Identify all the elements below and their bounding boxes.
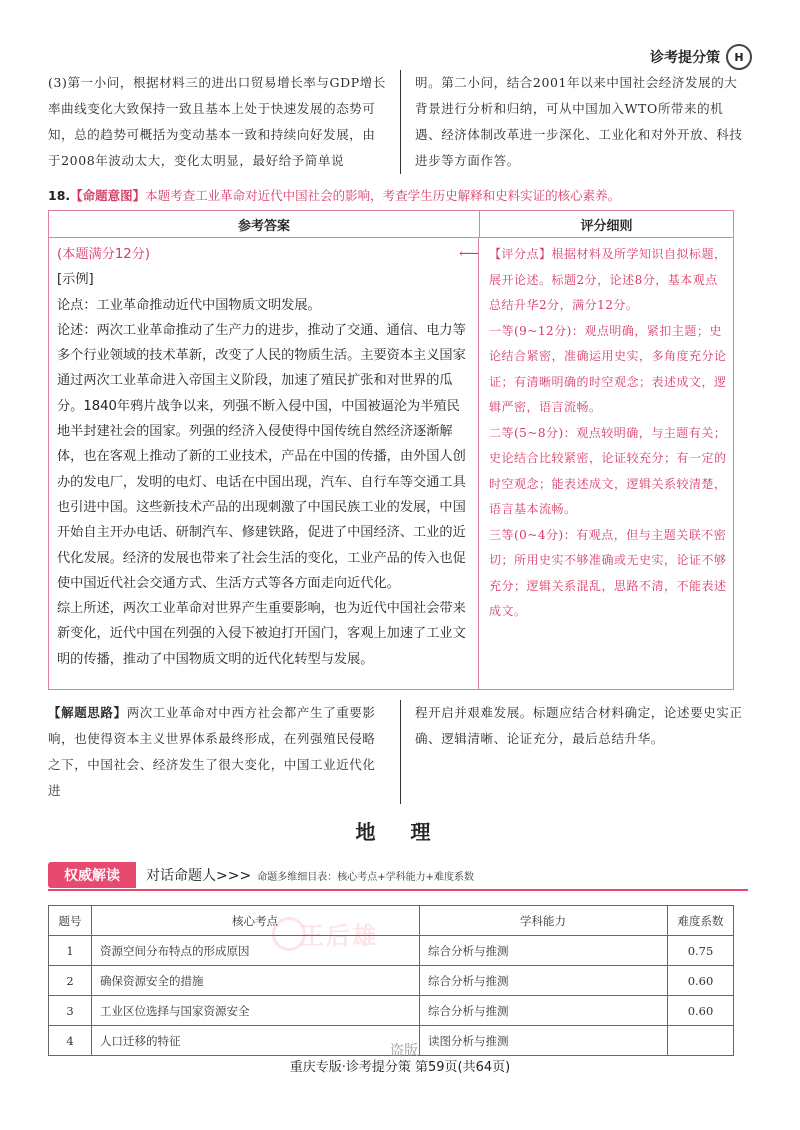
brand-logo-icon: H (726, 44, 752, 70)
authority-banner (48, 862, 748, 888)
banner-title: 对话命题人>>> (146, 868, 252, 884)
cell-number: 1 (49, 936, 92, 966)
arrow-left-icon: ⟵ (459, 246, 480, 262)
col-core-topic: 核心考点 (92, 906, 420, 936)
grade-3: 三等(0~4分)：有观点，但与主题关联不密切；所用史实不够准确或无史实，论证不够充分；逻辑关系混乱，思路不清，不能表述成文。 (489, 527, 727, 618)
answer-table (48, 210, 734, 690)
cell-difficulty: 0.75 (668, 936, 734, 966)
cell-topic: 确保资源安全的措施 (92, 966, 420, 996)
cell-ability: 综合分析与推测 (420, 936, 668, 966)
grade-2: 二等(5~8分)：观点较明确，与主题有关；史论结合比较紧密，论证较充分；有一定的时空观念；能表述成文，逻辑关系较清楚，语言基本流畅。 (489, 425, 727, 516)
grade-1: 一等(9~12分)：观点明确，紧扣主题；史论结合紧密，准确运用史实，多角度充分论证；有清晰明确的时空观念；表述成文，逻辑严密，语言流畅。 (489, 323, 727, 414)
table-row (49, 996, 734, 1026)
page-footer: 重庆专版·诊考提分策 第59页(共64页) (289, 1060, 511, 1075)
cell-number: 4 (49, 1026, 92, 1056)
example-label: [示例] (57, 272, 94, 288)
col-ability: 学科能力 (420, 906, 668, 936)
solution-left-column (48, 700, 400, 804)
col-number: 题号 (49, 906, 92, 936)
q18-intent (48, 186, 748, 204)
scoring-rules (459, 238, 733, 690)
watermark: 王后雄 (300, 922, 378, 950)
authority-badge: 权威解读 (48, 862, 136, 888)
banner-rule (48, 889, 748, 891)
solution-approach (48, 700, 748, 804)
cell-number: 2 (49, 966, 92, 996)
q18-number: 18. (48, 188, 71, 203)
brand-title: 诊考提分策 (650, 50, 720, 66)
cell-ability: 综合分析与推测 (420, 996, 668, 1026)
cell-difficulty (668, 1026, 734, 1056)
q17-right-column: 明。第二小问，结合2001年以来中国社会经济发展的大背景进行分析和归纳，可从中国加入WTO所带来的机遇、经济体制改革进一步深化、工业化和对外开放、科技进步等方面作答。 (400, 70, 745, 174)
argument: 论述：两次工业革命推动了生产力的进步，推动了交通、通信、电力等多个行业领域的技术革新，改变了人民的物质生活。主要资本主义国家通过两次工业革命进入帝国主义阶段，加速了殖民扩张和对世界的瓜分。1840年鸦片战争以来，列强不断入侵中国，中国被逼沦为半殖民地半封建社会的国家。列强的经济入侵使得中国传统自然经济逐渐解体，也在客观上推动了新的工业技术，产品在中国的传播，由外国人创办的发电厂，发明的电灯、电话在中国出现，汽车、自行车等交通工具也引进中国。这些新技术产品的出现刺激了中国民族工业的发展，中国开始自主开办电话、研制汽车、修建铁路，促进了中国经济、工业的近代化发展。经济的发展也带来了社会生活的变化，工业产品的传入也促使中国近代社会交通方式、生活方式等各方面走向近代化。 (57, 322, 466, 591)
cell-ability: 读图分析与推测 (420, 1026, 668, 1056)
q18-intent-text: 本题考查工业革命对近代中国社会的影响，考查学生历史解释和史料实证的核心素养。 (145, 188, 621, 203)
banner-subtitle: 命题多维细目表：核心考点+学科能力+难度系数 (257, 871, 474, 883)
table-row (49, 936, 734, 966)
thesis: 论点：工业革命推动近代中国物质文明发展。 (57, 297, 321, 313)
answer-table-body (49, 238, 733, 690)
cell-topic: 人口迁移的特征 (92, 1026, 420, 1056)
solution-right-column: 程开启并艰难发展。标题应结合材料确定，论述要史实正确、逻辑清晰、论证充分，最后总结升华。 (400, 700, 745, 804)
reference-answer (49, 238, 479, 690)
q17-left-column: (3)第一小问，根据材料三的进出口贸易增长率与GDP增长率曲线变化大致保持一致且基本上处于快速发展的态势可知，总的趋势可概括为变动基本一致和持续向好发展，由于2008年波动太大，变化太明显，最好给予简单说 (48, 75, 386, 168)
conclusion: 综上所述，两次工业革命对世界产生重要影响，也为近代中国社会带来新变化，近代中国在列强的入侵下被迫打开国门，客观上加速了工业文明的传播，推动了中国物质文明的近代化转型与发展。 (57, 601, 466, 667)
cell-ability: 综合分析与推测 (420, 966, 668, 996)
cell-difficulty: 0.60 (668, 966, 734, 996)
scoring-points: 【评分点】根据材料及所学知识自拟标题，展开论述。标题2分，论述8分，基本观点总结升华2分，满分12分。 (489, 247, 727, 312)
answer-table-header (49, 211, 733, 238)
table-header-row (49, 906, 734, 936)
cell-topic: 资源空间分布特点的形成原因 (92, 936, 420, 966)
reference-answer-heading: 参考答案 (49, 211, 480, 237)
q17-answer-continuation (48, 70, 748, 174)
piracy-stamp: 盗版 (390, 1043, 418, 1059)
cell-number: 3 (49, 996, 92, 1026)
geography-title: 地 理 (355, 820, 445, 844)
solution-label: 【解题思路】 (48, 705, 127, 720)
brand (650, 44, 752, 70)
cell-topic: 工业区位选择与国家资源安全 (92, 996, 420, 1026)
table-row (49, 966, 734, 996)
full-score: (本题满分12分) (57, 247, 151, 262)
geography-spec-table (48, 905, 734, 1056)
solution-left-text: 两次工业革命对中西方社会都产生了重要影响，也使得资本主义世界体系最终形成，在列强殖民侵略之下，中国社会、经济发生了很大变化，中国工业近代化进 (48, 705, 376, 798)
col-difficulty: 难度系数 (668, 906, 734, 936)
scoring-rules-heading: 评分细则 (580, 218, 633, 234)
cell-difficulty: 0.60 (668, 996, 734, 1026)
q18-intent-label: 【命题意图】 (70, 188, 146, 203)
